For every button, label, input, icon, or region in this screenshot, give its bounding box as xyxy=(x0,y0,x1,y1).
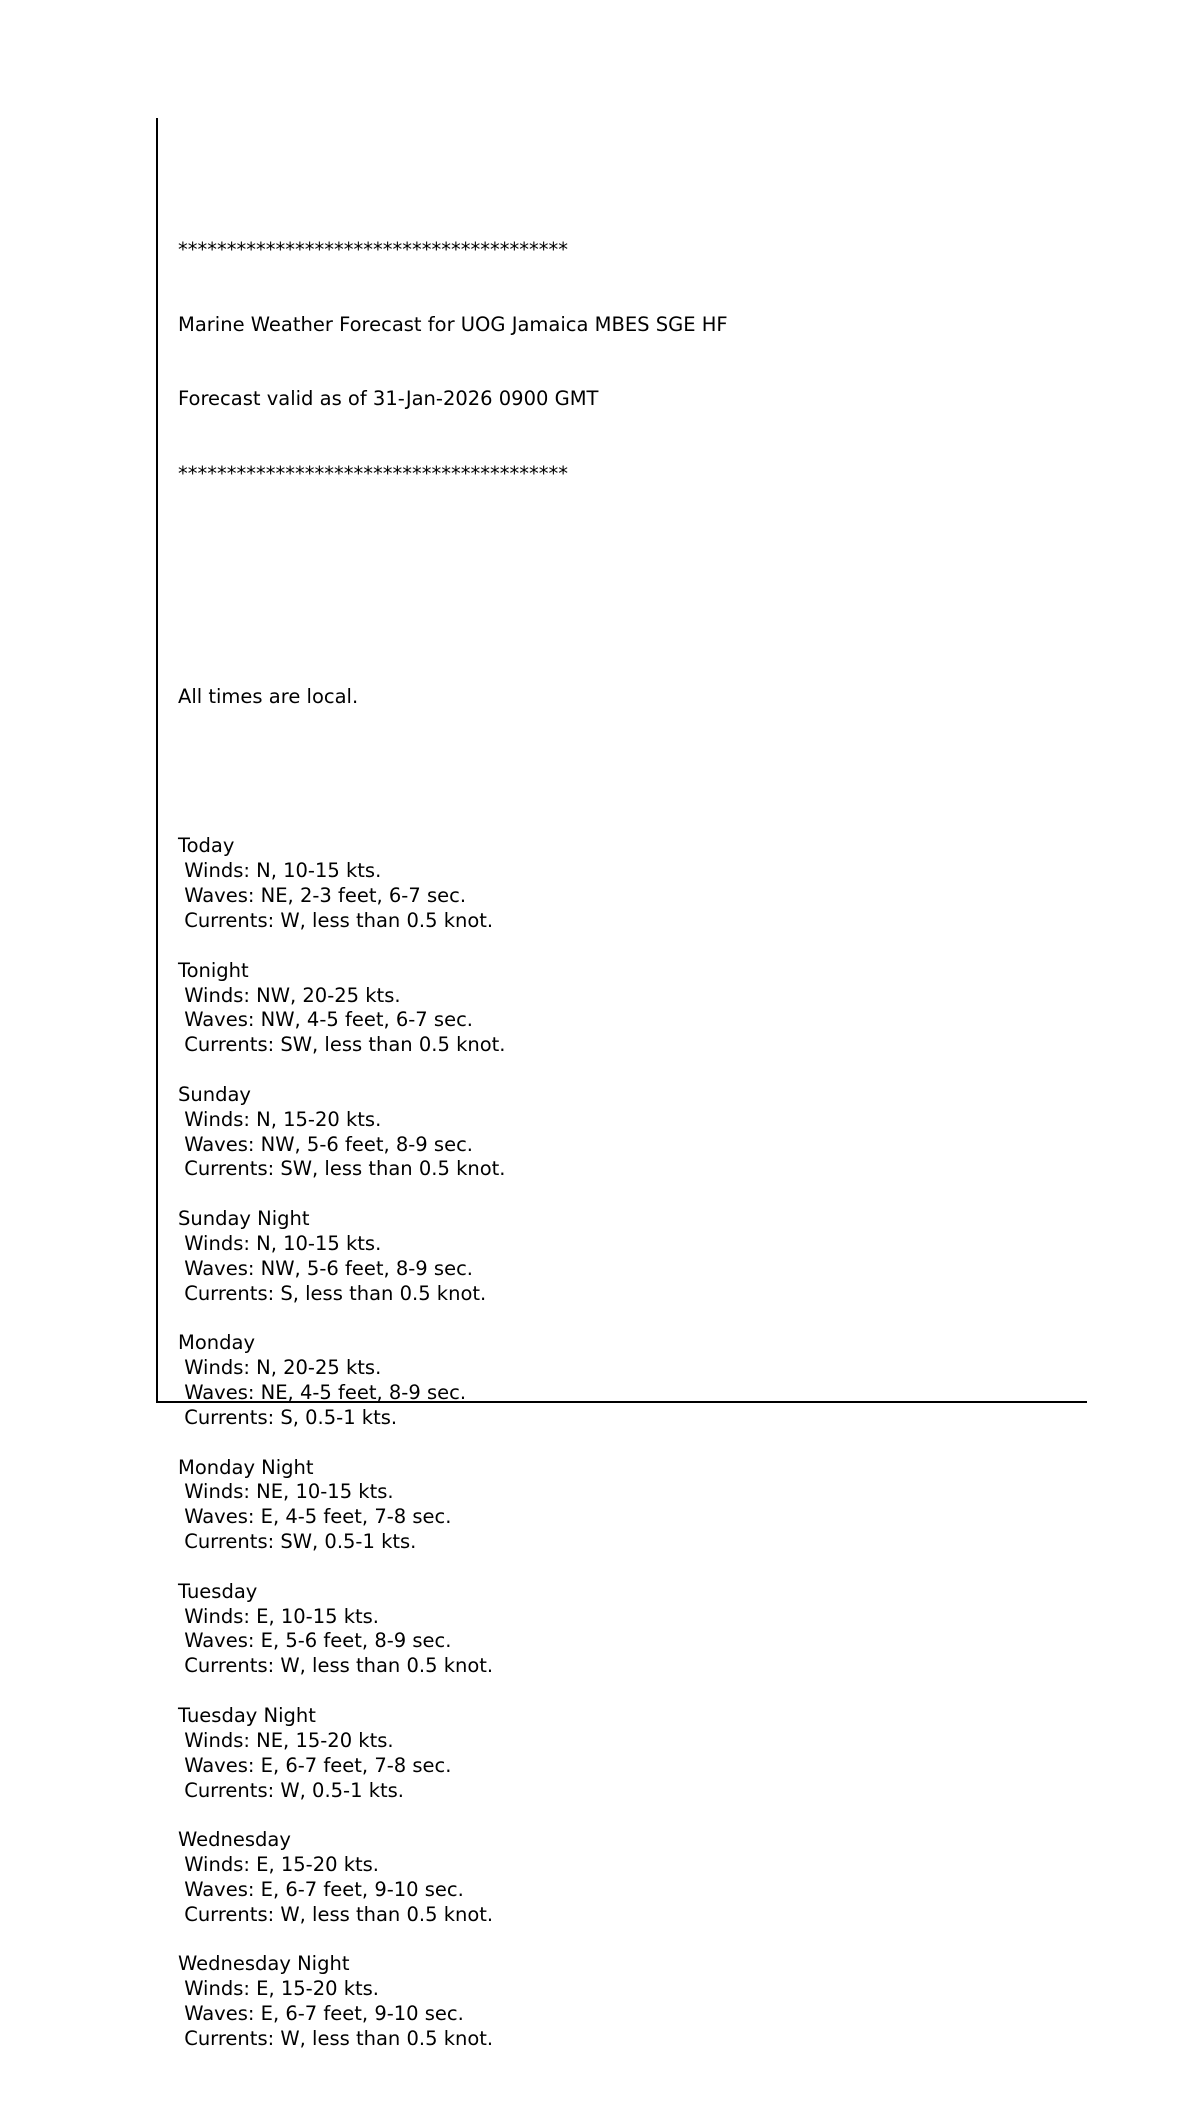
forecast-detail-line: Waves: E, 6-7 feet, 7-8 sec. xyxy=(178,1753,452,1777)
forecast-detail-line: Winds: N, 20-25 kts. xyxy=(178,1356,382,1380)
forecast-detail-line: Winds: NE, 10-15 kts. xyxy=(178,1480,394,1504)
forecast-detail-line: Waves: NW, 5-6 feet, 8-9 sec. xyxy=(178,1256,473,1280)
section-day-label: Sunday Night xyxy=(178,1207,310,1231)
section-day-label: Monday xyxy=(178,1331,255,1355)
forecast-title: Marine Weather Forecast for UOG Jamaica MBES SGE HF xyxy=(178,312,728,336)
forecast-detail-line: Winds: N, 15-20 kts. xyxy=(178,1107,382,1131)
forecast-detail-line: Currents: SW, 0.5-1 kts. xyxy=(178,1530,417,1554)
forecast-detail-line: Waves: NW, 5-6 feet, 8-9 sec. xyxy=(178,1132,473,1156)
forecast-detail-line: Waves: E, 6-7 feet, 9-10 sec. xyxy=(178,2002,464,2026)
section-day-label: Tuesday xyxy=(178,1579,258,1603)
forecast-section xyxy=(178,1456,728,1555)
forecast-detail-line: Winds: N, 10-15 kts. xyxy=(178,1231,382,1255)
forecast-header xyxy=(178,189,728,537)
forecast-detail-line: Winds: N, 10-15 kts. xyxy=(178,859,382,883)
forecast-section xyxy=(178,1083,728,1182)
forecast-detail-line: Waves: E, 6-7 feet, 9-10 sec. xyxy=(178,1877,464,1901)
forecast-detail-line: Currents: SW, less than 0.5 knot. xyxy=(178,1033,506,1057)
forecast-section xyxy=(178,834,728,933)
forecast-section xyxy=(178,959,728,1058)
forecast-detail-line: Currents: W, less than 0.5 knot. xyxy=(178,1654,494,1678)
forecast-text xyxy=(178,114,728,2126)
forecast-section xyxy=(178,1207,728,1306)
forecast-section xyxy=(178,1580,728,1679)
forecast-detail-line: Winds: NW, 20-25 kts. xyxy=(178,983,401,1007)
forecast-detail-line: Winds: NE, 15-20 kts. xyxy=(178,1728,394,1752)
forecast-detail-line: Winds: E, 15-20 kts. xyxy=(178,1977,380,2001)
forecast-detail-line: Waves: E, 4-5 feet, 7-8 sec. xyxy=(178,1505,452,1529)
forecast-section xyxy=(178,1331,728,1430)
section-day-label: Wednesday xyxy=(178,1828,291,1852)
forecast-detail-line: Waves: E, 5-6 feet, 8-9 sec. xyxy=(178,1629,452,1653)
forecast-detail-line: Currents: W, less than 0.5 knot. xyxy=(178,2026,494,2050)
separator-line: **************************************** xyxy=(178,238,568,262)
forecast-valid-line: Forecast valid as of 31-Jan-2026 0900 GMT xyxy=(178,387,599,411)
section-day-label: Sunday xyxy=(178,1082,251,1106)
forecast-detail-line: Currents: S, 0.5-1 kts. xyxy=(178,1405,398,1429)
section-day-label: Tuesday Night xyxy=(178,1704,316,1727)
section-day-label: Today xyxy=(178,834,235,858)
section-day-label: Wednesday Night xyxy=(178,1952,350,1976)
forecast-detail-line: Currents: SW, less than 0.5 knot. xyxy=(178,1157,506,1181)
forecast-detail-line: Waves: NE, 2-3 feet, 6-7 sec. xyxy=(178,884,467,908)
section-day-label: Monday Night xyxy=(178,1455,314,1479)
forecast-detail-line: Currents: W, less than 0.5 knot. xyxy=(178,909,494,932)
forecast-detail-line: Winds: E, 15-20 kts. xyxy=(178,1853,380,1877)
forecast-section xyxy=(178,1828,728,1927)
forecast-detail-line: Waves: NW, 4-5 feet, 6-7 sec. xyxy=(178,1008,473,1032)
times-note xyxy=(178,636,728,760)
forecast-detail-line: Currents: S, less than 0.5 knot. xyxy=(178,1281,487,1305)
forecast-section xyxy=(178,1952,728,2051)
times-note-line: All times are local. xyxy=(178,685,359,709)
forecast-detail-line: Currents: W, less than 0.5 knot. xyxy=(178,1902,494,1926)
forecast-detail-line: Waves: NE, 4-5 feet, 8-9 sec. xyxy=(178,1381,467,1405)
forecast-sections xyxy=(178,834,728,2051)
forecast-detail-line: Winds: E, 10-15 kts. xyxy=(178,1604,380,1628)
forecast-detail-line: Currents: W, 0.5-1 kts. xyxy=(178,1778,404,1802)
separator-line: **************************************** xyxy=(178,461,568,485)
section-day-label: Tonight xyxy=(178,958,249,982)
forecast-section xyxy=(178,1704,728,1803)
